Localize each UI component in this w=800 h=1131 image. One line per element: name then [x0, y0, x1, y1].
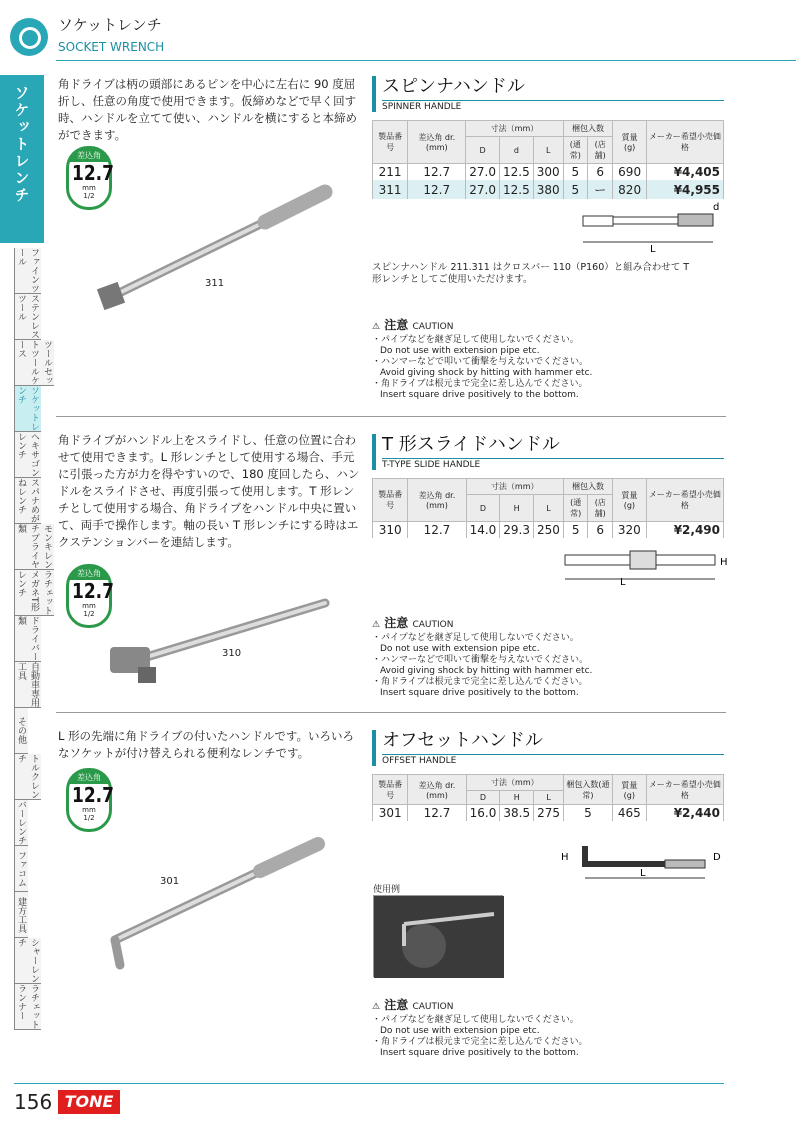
caution-line: ・パイプなどを継ぎ足して使用しないでください。: [372, 633, 579, 643]
spinner-title-jp: スピンナハンドル: [382, 76, 525, 97]
slide-title-en: T-TYPE SLIDE HANDLE: [382, 458, 724, 470]
offset-product-label: 301: [160, 876, 180, 887]
caution-line: Do not use with extension pipe etc.: [380, 644, 540, 654]
spinner-caution: [372, 320, 632, 401]
sub-header: (店舗): [588, 137, 613, 164]
spinner-title-en: SPINNER HANDLE: [382, 100, 724, 112]
header-title-en: SOCKET WRENCH: [58, 40, 165, 54]
offset-title-block: [372, 730, 724, 766]
cell: 5: [563, 522, 588, 539]
caution-en: CAUTION: [412, 322, 454, 332]
sidebar-tab[interactable]: その他: [14, 708, 28, 754]
slide-description: 角ドライブがハンドル上をスライドし、任意の位置に合わせて使用できます。L 形レンチとして使用する場合、手元に引張った方が力を得やすいので、180 度回したら、ハンドルをスライドさせ、再度引張って使用します。T 形レンチとして使用する場合、角ドライブをハンドル中央に置いて、両手で操作します。軸の長い T 形レンチにする時はエクステンションバーを連結します。: [58, 433, 360, 549]
badge-unit: mm: [82, 602, 96, 610]
table-row: [373, 522, 724, 539]
cell: 275: [534, 805, 564, 822]
sidebar-tab[interactable]: ツールセットツールケース: [16, 340, 52, 385]
cell: 5: [563, 164, 587, 181]
cell: 5: [564, 805, 613, 822]
sidebar-tab[interactable]: ラチェットメガネT形レンチ: [16, 570, 52, 615]
cell: 27.0: [466, 164, 500, 181]
cell: 380: [533, 180, 563, 199]
sidebar-tab[interactable]: ヘキサゴンレンチ: [16, 432, 39, 477]
sidebar-tab[interactable]: 自動車専用工具: [16, 662, 39, 707]
badge-label: 差込角: [69, 567, 109, 580]
cell: 320: [613, 522, 647, 539]
spinner-product-label: 311: [205, 278, 225, 289]
caution-line: ・パイプなどを継ぎ足して使用しないでください。: [372, 335, 579, 345]
section-divider: [56, 712, 726, 713]
cell: 27.0: [466, 180, 500, 199]
col-header: 差込角 dr. (mm): [408, 775, 466, 805]
sidebar-tabs: [14, 248, 52, 1030]
sidebar-tab-active[interactable]: ソケットレンチ: [16, 386, 39, 431]
spinner-title-block: [372, 76, 724, 112]
sub-header: (通常): [563, 495, 588, 522]
table-row: [373, 164, 724, 181]
badge-label: 差込角: [69, 771, 109, 784]
footer-divider: [14, 1083, 724, 1084]
col-header: 梱包入数: [563, 121, 613, 137]
cell: 29.3: [500, 522, 534, 539]
warning-icon: ⚠: [372, 620, 381, 630]
col-header: 寸法（mm）: [466, 121, 563, 137]
cell: 311: [373, 180, 408, 199]
col-header: 差込角 dr. (mm): [408, 121, 466, 164]
sub-header: D: [466, 791, 500, 805]
sidebar-tab[interactable]: トルクレンチ: [16, 754, 39, 799]
brand-logo: TONE: [58, 1090, 120, 1114]
caution-line: Do not use with extension pipe etc.: [380, 1026, 540, 1036]
spinner-dimension-diagram: [565, 198, 725, 256]
col-header: 製品番号: [373, 775, 408, 805]
spinner-handle-image: [95, 170, 335, 330]
cell: 301: [373, 805, 408, 822]
table-row: [373, 180, 724, 199]
badge-size: 12.7: [72, 161, 114, 185]
caution-line: ・パイプなどを継ぎ足して使用しないでください。: [372, 1015, 579, 1025]
slide-caution: [372, 618, 632, 699]
cell: 12.7: [408, 805, 466, 822]
caution-line: ・角ドライブは根元まで完全に差し込んでください。: [372, 677, 588, 687]
spinner-description: 角ドライブは柄の頭部にあるピンを中心に左右に 90 度屈折し、任意の角度で使用できます。仮締めなどで早く回す時、ハンドルを立てて使い、ハンドルを横にすると本締めができます。: [58, 77, 357, 142]
badge-unit: mm: [82, 184, 96, 192]
sidebar-tab[interactable]: ファインツール: [16, 248, 39, 293]
dim-L-label: L: [620, 577, 626, 587]
warning-icon: ⚠: [372, 322, 381, 332]
sub-header: H: [500, 495, 534, 522]
cell: 6: [588, 164, 613, 181]
dim-L-label: L: [650, 244, 656, 255]
usage-example-photo: [373, 895, 503, 977]
sidebar-tab[interactable]: ドライバー類: [16, 616, 39, 661]
cell: 211: [373, 164, 408, 181]
col-header: 差込角 dr. (mm): [408, 479, 466, 522]
sub-header: D: [466, 495, 500, 522]
cell: 310: [373, 522, 408, 539]
caution-title: [372, 618, 632, 631]
caution-en: CAUTION: [412, 620, 454, 630]
cell: 14.0: [466, 522, 500, 539]
col-header: 質量 (g): [612, 775, 646, 805]
drive-size-badge: [66, 768, 112, 832]
offset-dimension-diagram: [555, 838, 725, 884]
sub-header: (通常): [563, 137, 587, 164]
cell: 690: [613, 164, 647, 181]
slide-product-label: 310: [222, 648, 242, 659]
badge-label: 差込角: [69, 149, 109, 162]
cell: 12.7: [408, 164, 466, 181]
col-header: 質量 (g): [613, 479, 647, 522]
table-row: [373, 805, 724, 822]
usage-example-label: 使用例: [373, 885, 401, 895]
sub-header: d: [500, 137, 534, 164]
cell: 12.7: [408, 522, 466, 539]
price-cell: ¥2,440: [646, 805, 723, 822]
sidebar-tab[interactable]: スパナめがねレンチ: [16, 478, 39, 523]
sub-header: L: [533, 137, 563, 164]
slide-dimension-diagram: [560, 545, 730, 587]
offset-caution: [372, 1000, 632, 1059]
badge-fraction: 1/2: [83, 192, 95, 200]
sidebar-tab[interactable]: モンキレンチプライヤ類: [16, 524, 52, 569]
sidebar-tab[interactable]: 建方工具: [14, 892, 28, 938]
cell: 250: [534, 522, 564, 539]
header-title-jp: ソケットレンチ: [58, 16, 162, 34]
badge-unit: mm: [82, 806, 96, 814]
caution-line: Avoid giving shock by hitting with hammer etc.: [380, 666, 593, 676]
dim-d-label: d: [713, 202, 720, 213]
caution-line: ・ハンマーなどで叩いて衝撃を与えないでください。: [372, 655, 589, 665]
caution-line: Insert square drive positively to the bottom.: [380, 1048, 579, 1058]
cell: 12.5: [500, 180, 534, 199]
t-slide-handle-image: [100, 585, 340, 695]
sidebar-tab[interactable]: ラチェットランナー: [16, 984, 39, 1029]
caution-jp: 注意: [384, 616, 409, 630]
badge-fraction: 1/2: [83, 814, 95, 822]
cell: ー: [588, 180, 613, 199]
spinner-spec-table: [372, 120, 724, 199]
col-header: 梱包入数: [563, 479, 612, 495]
cell: 300: [533, 164, 563, 181]
col-header: 寸法（mm）: [466, 775, 563, 791]
cell: 38.5: [500, 805, 534, 822]
col-header: 質量 (g): [613, 121, 647, 164]
cell: 6: [588, 522, 613, 539]
caution-line: ・角ドライブは根元まで完全に差し込んでください。: [372, 379, 588, 389]
cell: 12.7: [408, 180, 466, 199]
caution-jp: 注意: [384, 318, 409, 332]
sub-header: (店舗): [588, 495, 613, 522]
dim-H-label: H: [720, 557, 728, 568]
sidebar-tab[interactable]: ステンレスツール: [16, 294, 39, 339]
badge-size: 12.7: [72, 579, 114, 603]
col-header: メーカー希望小売価格: [646, 479, 723, 522]
dim-D-label: D: [713, 852, 721, 863]
caution-line: Do not use with extension pipe etc.: [380, 346, 540, 356]
col-header: 寸法（mm）: [466, 479, 563, 495]
header-divider: [56, 60, 796, 61]
badge-fraction: 1/2: [83, 610, 95, 618]
cell: 16.0: [466, 805, 500, 822]
warning-icon: ⚠: [372, 1002, 381, 1012]
caution-title: [372, 1000, 632, 1013]
spinner-extra-note: スピンナハンドル 211.311 はクロスバー 110（P160）と組み合わせて T 形レンチとしてご使用いただけます。: [372, 262, 690, 285]
badge-size: 12.7: [72, 783, 114, 807]
price-cell: ¥4,955: [646, 180, 723, 199]
offset-title-en: OFFSET HANDLE: [382, 754, 724, 766]
slide-title-block: [372, 434, 724, 470]
col-header: メーカー希望小売価格: [646, 121, 723, 164]
caution-en: CAUTION: [412, 1002, 454, 1012]
dim-H-label: H: [561, 852, 569, 863]
offset-description: L 形の先端に角ドライブの付いたハンドルです。いろいろなソケットが付け替えられる便利なレンチです。: [58, 729, 354, 760]
sidebar-main-tab[interactable]: ソケットレンチ: [0, 75, 44, 243]
caution-title: [372, 320, 632, 333]
caution-line: Insert square drive positively to the bottom.: [380, 688, 579, 698]
sidebar-tab[interactable]: ファコム: [14, 846, 28, 892]
cell: 465: [612, 805, 646, 822]
slide-title-jp: T 形スライドハンドル: [382, 434, 560, 455]
price-cell: ¥2,490: [646, 522, 723, 539]
col-header: 製品番号: [373, 121, 408, 164]
sub-header: H: [500, 791, 534, 805]
section-divider: [56, 416, 726, 417]
cell: 12.5: [500, 164, 534, 181]
price-cell: ¥4,405: [646, 164, 723, 181]
dim-L-label: L: [640, 868, 646, 879]
cell: 820: [613, 180, 647, 199]
sub-header: L: [534, 495, 564, 522]
slide-spec-table: [372, 478, 724, 538]
offset-title-jp: オフセットハンドル: [382, 730, 543, 751]
header-logo-icon: [10, 18, 48, 56]
caution-line: ・角ドライブは根元まで完全に差し込んでください。: [372, 1037, 588, 1047]
sidebar-tab[interactable]: シャーレンチ: [16, 938, 39, 983]
sidebar-tab[interactable]: バーレンチ: [16, 800, 26, 845]
col-header: メーカー希望小売価格: [646, 775, 723, 805]
sub-header: D: [466, 137, 500, 164]
col-header: 梱包入数(通常): [564, 775, 613, 805]
page-number: 156: [14, 1090, 53, 1114]
caution-line: Avoid giving shock by hitting with hammer etc.: [380, 368, 593, 378]
caution-jp: 注意: [384, 998, 409, 1012]
col-header: 製品番号: [373, 479, 408, 522]
cell: 5: [563, 180, 587, 199]
caution-line: Insert square drive positively to the bottom.: [380, 390, 579, 400]
offset-spec-table: [372, 774, 724, 821]
offset-handle-image: [100, 830, 330, 980]
sub-header: L: [534, 791, 564, 805]
caution-line: ・ハンマーなどで叩いて衝撃を与えないでください。: [372, 357, 589, 367]
